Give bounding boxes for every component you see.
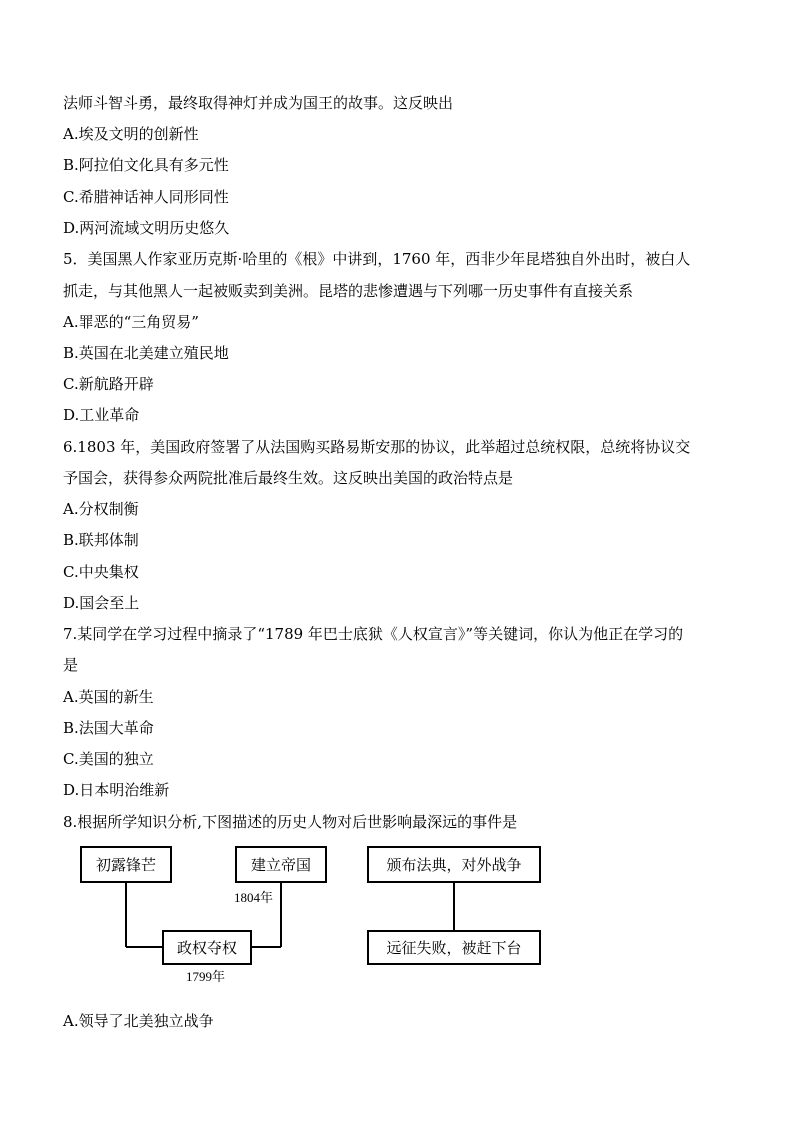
option-c: C.中央集权 xyxy=(63,563,139,581)
question-5-stem-cont: 抓走，与其他黑人一起被贩卖到美洲。昆塔的悲惨遭遇与下列哪一历史事件有直接关系 xyxy=(63,282,634,300)
question-4-stem-end: 法师斗智斗勇，最终取得神灯并成为国王的故事。这反映出 xyxy=(63,94,454,112)
option-d: D.两河流域文明历史悠久 xyxy=(63,219,230,237)
question-8-stem: 8.根据所学知识分析,下图描述的历史人物对后世影响最深远的事件是 xyxy=(63,813,518,831)
year-label-1799: 1799年 xyxy=(186,969,226,984)
option-a: A.分权制衡 xyxy=(63,500,139,518)
option-b: B.法国大革命 xyxy=(63,719,154,737)
option-b: B.英国在北美建立殖民地 xyxy=(63,344,229,362)
question-7-stem: 7.某同学在学习过程中摘录了“1789 年巴士底狱《人权宣言》”等关键词，你认为他正在学习的 xyxy=(63,625,684,643)
option-a: A.罪恶的“三角贸易” xyxy=(63,313,199,331)
option-d: D.日本明治维新 xyxy=(63,781,170,799)
option-a: A.埃及文明的创新性 xyxy=(63,125,199,143)
option-b: B.阿拉伯文化具有多元性 xyxy=(63,156,229,174)
option-c: C.新航路开辟 xyxy=(63,375,154,393)
question-5-stem: 5．美国黑人作家亚历克斯·哈里的《根》中讲到，1760 年，西非少年昆塔独自外出时，被白人 xyxy=(63,250,691,268)
option-c: C.希腊神话神人同形同性 xyxy=(63,188,229,206)
question-6-stem-cont: 予国会，获得参众两院批准后最终生效。这反映出美国的政治特点是 xyxy=(63,469,514,487)
diagram-box-seize-power: 政权夺权 xyxy=(162,930,252,965)
option-a: A.英国的新生 xyxy=(63,688,154,706)
diagram-box-code-and-wars: 颁布法典，对外战争 xyxy=(367,846,541,883)
question-6-stem: 6.1803 年，美国政府签署了从法国购买路易斯安那的协议，此举超过总统权限，总统将协议交 xyxy=(63,438,691,456)
diagram-box-first-emergence: 初露锋芒 xyxy=(80,846,172,883)
option-c: C.美国的独立 xyxy=(63,750,154,768)
question-7-stem-cont: 是 xyxy=(63,656,79,674)
option-d: D.工业革命 xyxy=(63,406,140,424)
diagram-box-defeat: 远征失败，被赶下台 xyxy=(367,930,541,965)
option-d: D.国会至上 xyxy=(63,594,140,612)
year-label-1804: 1804年 xyxy=(234,890,274,905)
option-a: A.领导了北美独立战争 xyxy=(63,1012,214,1030)
option-b: B.联邦体制 xyxy=(63,531,139,549)
diagram-box-found-empire: 建立帝国 xyxy=(235,846,327,883)
